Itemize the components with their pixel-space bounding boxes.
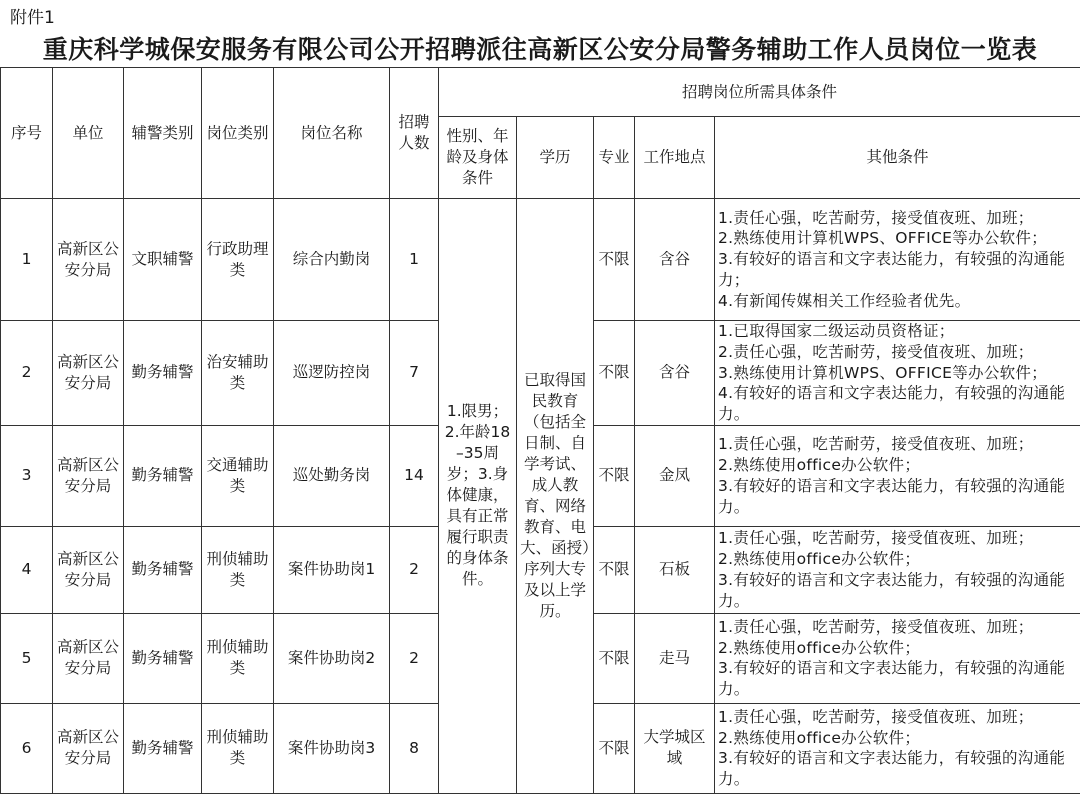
- location-cell: 含谷: [635, 321, 715, 426]
- condition-line: 4.有较好的语言和文字表达能力，有较强的沟通能力。: [718, 383, 1077, 425]
- seq-cell: 5: [1, 613, 53, 703]
- unit-cell: 高新区公安分局: [53, 199, 124, 321]
- condition-line: 2.熟练使用office办公软件；: [718, 549, 1077, 570]
- condition-line: 3.有较好的语言和文字表达能力，有较强的沟通能力。: [718, 570, 1077, 612]
- count-cell: 8: [390, 703, 439, 793]
- header-location: 工作地点: [635, 117, 715, 199]
- location-cell: 含谷: [635, 199, 715, 321]
- condition-line: 3.有较好的语言和文字表达能力，有较强的沟通能力。: [718, 748, 1077, 790]
- major-cell: 不限: [594, 613, 635, 703]
- document-title: 重庆科学城保安服务有限公司公开招聘派往高新区公安分局警务辅助工作人员岗位一览表: [0, 30, 1080, 66]
- location-cell: 金凤: [635, 425, 715, 526]
- header-count: 招聘人数: [390, 68, 439, 199]
- seq-cell: 3: [1, 425, 53, 526]
- header-row-1: [1, 68, 1080, 117]
- condition-line: 3.熟练使用计算机WPS、OFFICE等办公软件；: [718, 363, 1077, 384]
- unit-cell: 高新区公安分局: [53, 526, 124, 613]
- post-type-cell: 刑侦辅助类: [202, 613, 274, 703]
- header-police-type: 辅警类别: [124, 68, 202, 199]
- condition-line: 2.熟练使用office办公软件；: [718, 455, 1077, 476]
- unit-cell: 高新区公安分局: [53, 703, 124, 793]
- unit-cell: 高新区公安分局: [53, 613, 124, 703]
- post-name-cell: 综合内勤岗: [274, 199, 390, 321]
- condition-line: 3.有较好的语言和文字表达能力，有较强的沟通能力。: [718, 476, 1077, 518]
- other-conditions-cell: [715, 321, 1080, 426]
- attachment-label: 附件1: [10, 3, 55, 28]
- condition-line: 4.有新闻传媒相关工作经验者优先。: [718, 291, 1077, 312]
- location-cell: 石板: [635, 526, 715, 613]
- post-name-cell: 案件协助岗3: [274, 703, 390, 793]
- header-major: 专业: [594, 117, 635, 199]
- location-cell: 走马: [635, 613, 715, 703]
- condition-line: 1.责任心强，吃苦耐劳，接受值夜班、加班；: [718, 208, 1077, 229]
- unit-cell: 高新区公安分局: [53, 321, 124, 426]
- header-other: 其他条件: [715, 117, 1080, 199]
- post-type-cell: 刑侦辅助类: [202, 703, 274, 793]
- count-cell: 14: [390, 425, 439, 526]
- police-type-cell: 勤务辅警: [124, 321, 202, 426]
- condition-line: 1.责任心强，吃苦耐劳，接受值夜班、加班；: [718, 434, 1077, 455]
- header-post-name: 岗位名称: [274, 68, 390, 199]
- header-conditions-group: 招聘岗位所需具体条件: [439, 68, 1080, 117]
- unit-cell: 高新区公安分局: [53, 425, 124, 526]
- major-cell: 不限: [594, 425, 635, 526]
- other-conditions-cell: [715, 703, 1080, 793]
- education-cell: 已取得国民教育（包括全日制、自学考试、成人教育、网络教育、电大、函授）序列大专及以上学历。: [517, 199, 594, 794]
- count-cell: 1: [390, 199, 439, 321]
- police-type-cell: 勤务辅警: [124, 526, 202, 613]
- post-name-cell: 案件协助岗1: [274, 526, 390, 613]
- condition-line: 1.已取得国家二级运动员资格证；: [718, 321, 1077, 342]
- police-type-cell: 文职辅警: [124, 199, 202, 321]
- count-cell: 2: [390, 526, 439, 613]
- major-cell: 不限: [594, 703, 635, 793]
- condition-line: 1.责任心强，吃苦耐劳，接受值夜班、加班；: [718, 528, 1077, 549]
- condition-line: 2.责任心强，吃苦耐劳，接受值夜班、加班；: [718, 342, 1077, 363]
- condition-line: 1.责任心强，吃苦耐劳，接受值夜班、加班；: [718, 707, 1077, 728]
- count-cell: 2: [390, 613, 439, 703]
- condition-line: 3.有较好的语言和文字表达能力，有较强的沟通能力；: [718, 249, 1077, 291]
- major-cell: 不限: [594, 526, 635, 613]
- table-body: [1, 68, 1080, 794]
- condition-line: 2.熟练使用计算机WPS、OFFICE等办公软件；: [718, 228, 1077, 249]
- header-gender-age-body: 性别、年龄及身体条件: [439, 117, 517, 199]
- table-row: [1, 199, 1080, 321]
- seq-cell: 2: [1, 321, 53, 426]
- condition-line: 1.责任心强，吃苦耐劳，接受值夜班、加班；: [718, 617, 1077, 638]
- header-post-type: 岗位类别: [202, 68, 274, 199]
- gender-age-body-cell: 1.限男；2.年龄18–35周岁；3.身体健康，具有正常履行职责的身体条件。: [439, 199, 517, 794]
- positions-table: [0, 67, 1080, 794]
- major-cell: 不限: [594, 199, 635, 321]
- condition-line: 3.有较好的语言和文字表达能力，有较强的沟通能力。: [718, 658, 1077, 700]
- post-type-cell: 治安辅助类: [202, 321, 274, 426]
- header-unit: 单位: [53, 68, 124, 199]
- major-cell: 不限: [594, 321, 635, 426]
- location-cell: 大学城区域: [635, 703, 715, 793]
- post-type-cell: 行政助理类: [202, 199, 274, 321]
- condition-line: 2.熟练使用office办公软件；: [718, 638, 1077, 659]
- post-type-cell: 交通辅助类: [202, 425, 274, 526]
- condition-line: 2.熟练使用office办公软件；: [718, 728, 1077, 749]
- seq-cell: 1: [1, 199, 53, 321]
- post-type-cell: 刑侦辅助类: [202, 526, 274, 613]
- seq-cell: 6: [1, 703, 53, 793]
- other-conditions-cell: [715, 425, 1080, 526]
- post-name-cell: 案件协助岗2: [274, 613, 390, 703]
- header-education: 学历: [517, 117, 594, 199]
- police-type-cell: 勤务辅警: [124, 703, 202, 793]
- other-conditions-cell: [715, 526, 1080, 613]
- police-type-cell: 勤务辅警: [124, 613, 202, 703]
- header-seq: 序号: [1, 68, 53, 199]
- seq-cell: 4: [1, 526, 53, 613]
- other-conditions-cell: [715, 199, 1080, 321]
- police-type-cell: 勤务辅警: [124, 425, 202, 526]
- post-name-cell: 巡处勤务岗: [274, 425, 390, 526]
- count-cell: 7: [390, 321, 439, 426]
- other-conditions-cell: [715, 613, 1080, 703]
- post-name-cell: 巡逻防控岗: [274, 321, 390, 426]
